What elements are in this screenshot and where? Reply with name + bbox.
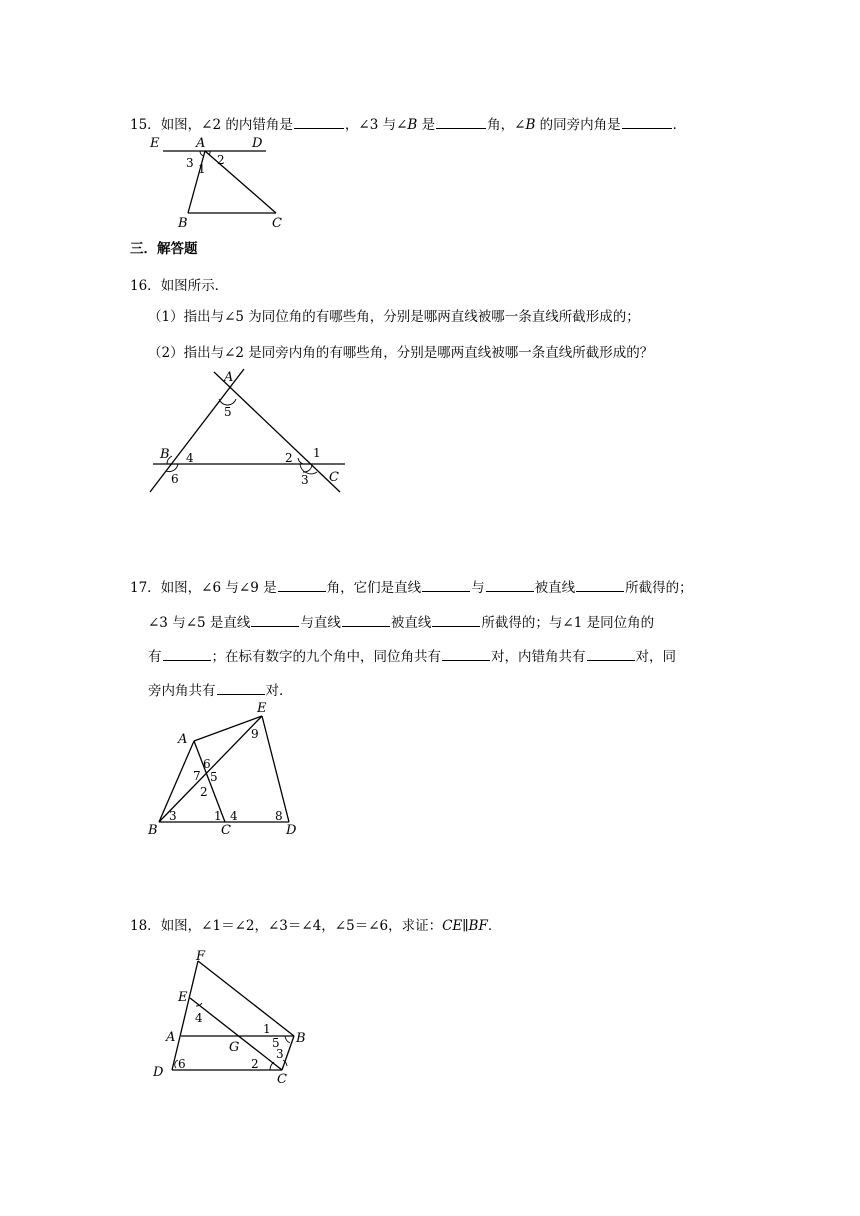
angle-label: 6 — [203, 757, 211, 771]
point-label: E — [150, 136, 160, 151]
point-label: F — [196, 949, 206, 964]
point-label: B — [296, 1031, 306, 1046]
q17-number: 17． — [130, 580, 161, 596]
q16-part2: （2）指出与∠2 是同旁内角的有哪些角，分别是哪两直线被哪一条直线所截形成的？ — [148, 345, 654, 361]
q16-part1: （1）指出与∠5 为同位角的有哪些角，分别是哪两直线被哪一条直线所截形成的； — [148, 309, 640, 325]
angle-label: 3 — [276, 1047, 284, 1061]
point-label: E — [257, 701, 267, 716]
angle-label: 4 — [230, 809, 238, 823]
angle-label: 5 — [272, 1036, 280, 1050]
angle-label: 2 — [285, 451, 293, 465]
q17-line2: ∠3 与∠5 是直线 与直线 被直线 所截得的；与∠1 是同位角的 — [148, 615, 655, 631]
point-label: A — [178, 732, 188, 747]
angle-label: 6 — [171, 472, 179, 486]
point-label: B — [178, 216, 188, 231]
point-label: B — [160, 447, 170, 462]
angle-label: 1 — [313, 446, 321, 460]
q18-text: 18．如图，∠1＝∠2，∠3＝∠4，∠5＝∠6，求证：CE∥BF． — [130, 918, 502, 934]
point-label: D — [286, 823, 297, 838]
point-label: C — [272, 216, 282, 231]
angle-label: 2 — [217, 153, 225, 167]
point-label: C — [221, 823, 231, 838]
angle-label: 2 — [251, 1057, 259, 1071]
angle-label: 1 — [263, 1022, 271, 1036]
point-label: C — [277, 1072, 287, 1087]
point-label: C — [329, 470, 339, 485]
angle-label: 5 — [210, 770, 218, 784]
q17-line3: 有 ；在标有数字的九个角中，同位角共有 对，内错角共有 对，同 — [148, 649, 676, 665]
angle-label: 4 — [186, 451, 194, 465]
angle-label: 7 — [193, 769, 201, 783]
q17-line1: 17．如图，∠6 与∠9 是 角，它们是直线 与 被直线 所截得的； — [130, 580, 693, 596]
angle-label: 8 — [275, 809, 283, 823]
point-label: E — [178, 990, 188, 1005]
point-label: A — [224, 370, 234, 385]
q15-text: 15．如图，∠2 的内错角是 ，∠3 与∠B 是 角，∠B 的同旁内角是 ． — [130, 117, 687, 133]
point-label: A — [196, 136, 206, 151]
angle-label: 9 — [251, 727, 259, 741]
angle-label: 2 — [200, 785, 208, 799]
angle-label: 6 — [178, 1057, 186, 1071]
point-label: D — [153, 1065, 164, 1080]
angle-label: 3 — [301, 473, 309, 487]
point-label: D — [252, 136, 263, 151]
angle-label: 3 — [169, 809, 177, 823]
q17-line4: 旁内角共有 对． — [148, 683, 293, 699]
angle-label: 4 — [195, 1011, 203, 1025]
section-title: 三．解答题 — [130, 241, 198, 257]
point-label: A — [166, 1030, 176, 1045]
q18-number: 18． — [130, 918, 161, 934]
q16-stem: 16．如图所示． — [130, 278, 229, 294]
angle-label: 5 — [224, 405, 232, 419]
angle-label: 3 — [186, 156, 194, 170]
angle-label: 1 — [198, 162, 206, 176]
q16-number: 16． — [130, 278, 161, 294]
q15-number: 15． — [130, 117, 161, 133]
point-label: G — [229, 1040, 240, 1055]
angle-label: 1 — [214, 809, 222, 823]
point-label: B — [148, 823, 158, 838]
